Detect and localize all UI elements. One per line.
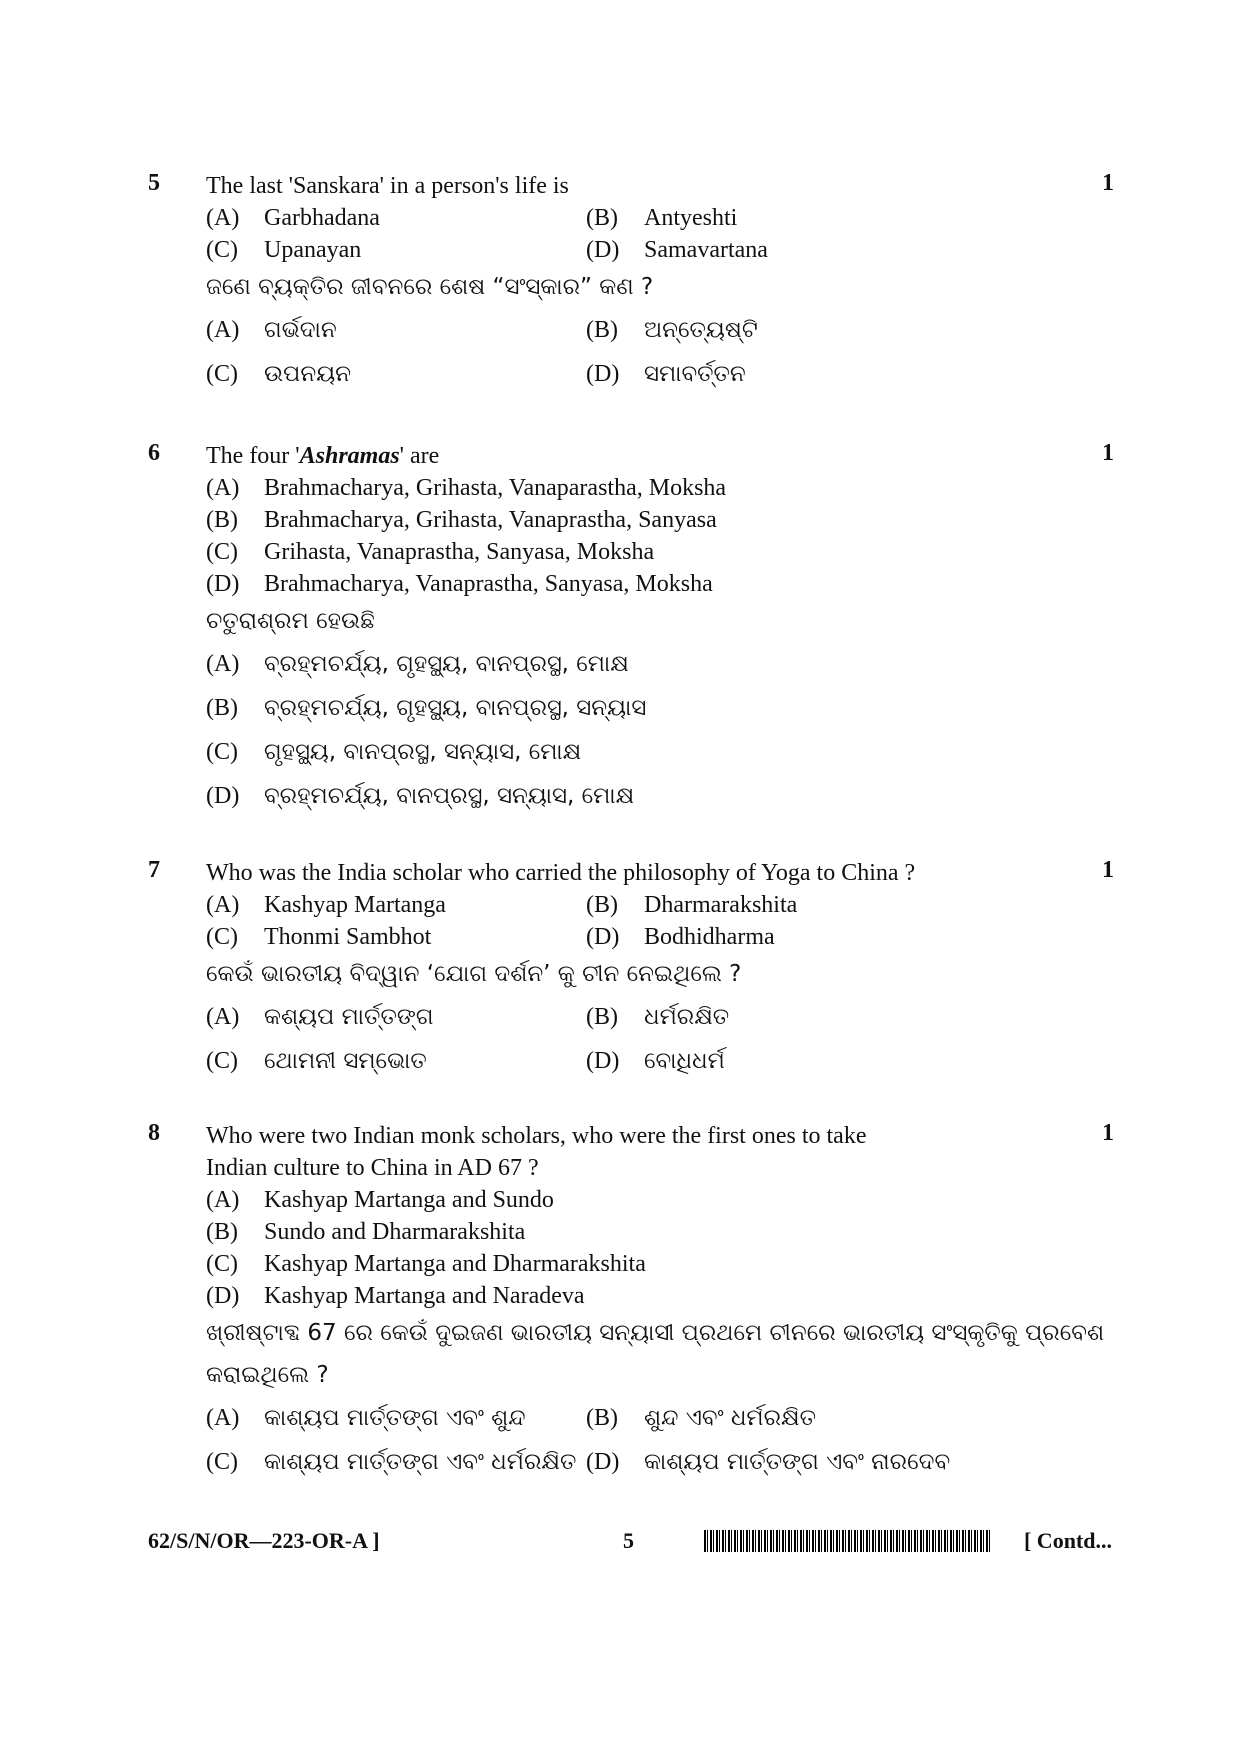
- page-number: 5: [623, 1528, 634, 1553]
- option-d: (D) Bodhidharma: [586, 924, 775, 950]
- option-d: (D) Samavartana: [586, 237, 768, 263]
- option-b-odia: (B) ଧର୍ମରକ୍ଷିତ: [586, 1004, 730, 1030]
- option-d-odia: (D) ବୋଧିଧର୍ମ: [586, 1048, 725, 1074]
- option-b: (B) Sundo and Dharmarakshita: [206, 1219, 526, 1245]
- option-d: (D) Brahmacharya, Vanaprastha, Sanyasa, Moksha: [206, 571, 713, 597]
- question-stem-english: The last 'Sanskara' in a person's life is: [206, 173, 569, 199]
- option-row-odia: [206, 308, 1048, 352]
- option-a-odia: (A) ବ୍ରହ୍ମଚର୍ଯ୍ୟ, ଗୃହସ୍ଥ୍ୟ, ବାନପ୍ରସ୍ଥ, ମୋକ୍ଷ: [206, 651, 629, 677]
- option-a: (A) Kashyap Martanga and Sundo: [206, 1187, 554, 1213]
- question-marks: 1: [1102, 170, 1114, 196]
- question-number: 6: [148, 440, 160, 466]
- option-b: (B) Brahmacharya, Grihasta, Vanaprastha, Sanyasa: [206, 507, 717, 533]
- ashramas-emphasis: Ashramas: [299, 443, 400, 469]
- option-d-odia: (D) କାଶ୍ୟପ ମାର୍ତ୍ତଙ୍ଗ ଏବଂ ନାରଦେବ: [586, 1449, 951, 1475]
- question-stem-odia: ଖ୍ରୀଷ୍ଟାବ୍ଦ 67 ରେ କେଉଁ ଦୁଇଜଣ ଭାରତୀୟ ସନ୍ୟାସୀ ପ୍ରଥମେ ଚୀନରେ ଭାରତୀୟ ସଂସ୍କୃତିକୁ ପ୍ରବେଶ କରାଇଥିଲେ ?: [206, 1320, 1105, 1388]
- option-c: (C) Upanayan: [206, 237, 362, 263]
- option-c-odia: (C) ଗୃହସ୍ଥ୍ୟ, ବାନପ୍ରସ୍ଥ, ସନ୍ୟାସ, ମୋକ୍ଷ: [206, 739, 582, 765]
- option-row-odia: [206, 1039, 1088, 1083]
- question-marks: 1: [1102, 440, 1114, 466]
- question-number: 7: [148, 857, 160, 883]
- option-d: (D) Kashyap Martanga and Naradeva: [206, 1283, 585, 1309]
- option-row: [206, 889, 1088, 921]
- question-number: 5: [148, 170, 160, 196]
- option-c: (C) Grihasta, Vanaprastha, Sanyasa, Moksha: [206, 539, 655, 565]
- option-a: (A) Brahmacharya, Grihasta, Vanaparastha, Moksha: [206, 475, 727, 501]
- option-b: (B) Dharmarakshita: [586, 892, 798, 918]
- question-8: [148, 1120, 1128, 1484]
- option-c: (C) Thonmi Sambhot: [206, 924, 432, 950]
- option-a-odia: (A) କାଶ୍ୟପ ମାର୍ତ୍ତଙ୍ଗ ଏବଂ ଶୁନ୍ଦ: [206, 1405, 526, 1431]
- question-stem-english: The four 'Ashramas' are: [206, 443, 440, 469]
- option-d-odia: (D) ସମାବର୍ତ୍ତନ: [586, 361, 746, 387]
- option-b-odia: (B) ଅନ୍ତ୍ୟେଷ୍ଟି: [586, 317, 758, 343]
- option-a: (A) Garbhadana: [206, 205, 380, 231]
- question-stem-english: Who were two Indian monk scholars, who were the first ones to take Indian culture to China in AD 67 ?: [206, 1123, 867, 1181]
- option-row: [206, 234, 1048, 266]
- option-b: (B) Antyeshti: [586, 205, 738, 231]
- question-stem-odia: କେଉଁ ଭାରତୀୟ ବିଦ୍ୱାନ ‘ଯୋଗ ଦର୍ଶନ’ କୁ ଚୀନ ନେଇଥିଲେ ?: [206, 961, 742, 987]
- question-marks: 1: [1102, 1120, 1114, 1146]
- option-c-odia: (C) ଉପନୟନ: [206, 361, 352, 387]
- option-a-odia: (A) କଶ୍ୟପ ମାର୍ତ୍ତଙ୍ଗ: [206, 1004, 434, 1030]
- option-b-odia: (B) ବ୍ରହ୍ମଚର୍ଯ୍ୟ, ଗୃହସ୍ଥ୍ୟ, ବାନପ୍ରସ୍ଥ, ସନ୍ୟାସ: [206, 695, 647, 721]
- option-row-odia: [206, 1396, 1088, 1440]
- option-b-odia: (B) ଶୁନ୍ଦ ଏବଂ ଧର୍ମରକ୍ଷିତ: [586, 1405, 817, 1431]
- question-5: [148, 170, 1128, 396]
- option-row-odia: [206, 995, 1088, 1039]
- option-c-odia: (C) କାଶ୍ୟପ ମାର୍ତ୍ତଙ୍ଗ ଏବଂ ଧର୍ମରକ୍ଷିତ: [206, 1449, 577, 1475]
- option-row-odia: [206, 1440, 1088, 1484]
- question-stem-odia: ଚତୁରାଶ୍ରମ ହେଉଛି: [206, 608, 375, 634]
- option-a: (A) Kashyap Martanga: [206, 892, 446, 918]
- option-row: [206, 202, 1048, 234]
- question-number: 8: [148, 1120, 160, 1146]
- page-footer: [148, 1528, 1128, 1558]
- option-c-odia: (C) ଥୋମନୀ ସମ୍ଭୋତ: [206, 1048, 427, 1074]
- barcode: [704, 1530, 990, 1552]
- question-marks: 1: [1102, 857, 1114, 883]
- question-stem-english: Who was the India scholar who carried the philosophy of Yoga to China ?: [206, 860, 916, 886]
- option-a-odia: (A) ଗର୍ଭଦାନ: [206, 317, 337, 343]
- question-stem-odia: ଜଣେ ବ୍ୟକ୍ତିର ଜୀବନରେ ଶେଷ “ସଂସ୍କାର” କଣ ?: [206, 274, 654, 300]
- paper-code: 62/S/N/OR—223-OR-A ]: [148, 1528, 380, 1553]
- question-6: [148, 440, 1128, 818]
- contd-label: [ Contd...: [1023, 1528, 1112, 1553]
- question-7: [148, 857, 1128, 1083]
- option-c: (C) Kashyap Martanga and Dharmarakshita: [206, 1251, 646, 1277]
- option-row: [206, 921, 1088, 953]
- option-row-odia: [206, 352, 1048, 396]
- option-d-odia: (D) ବ୍ରହ୍ମଚର୍ଯ୍ୟ, ବାନପ୍ରସ୍ଥ, ସନ୍ୟାସ, ମୋକ୍ଷ: [206, 783, 635, 809]
